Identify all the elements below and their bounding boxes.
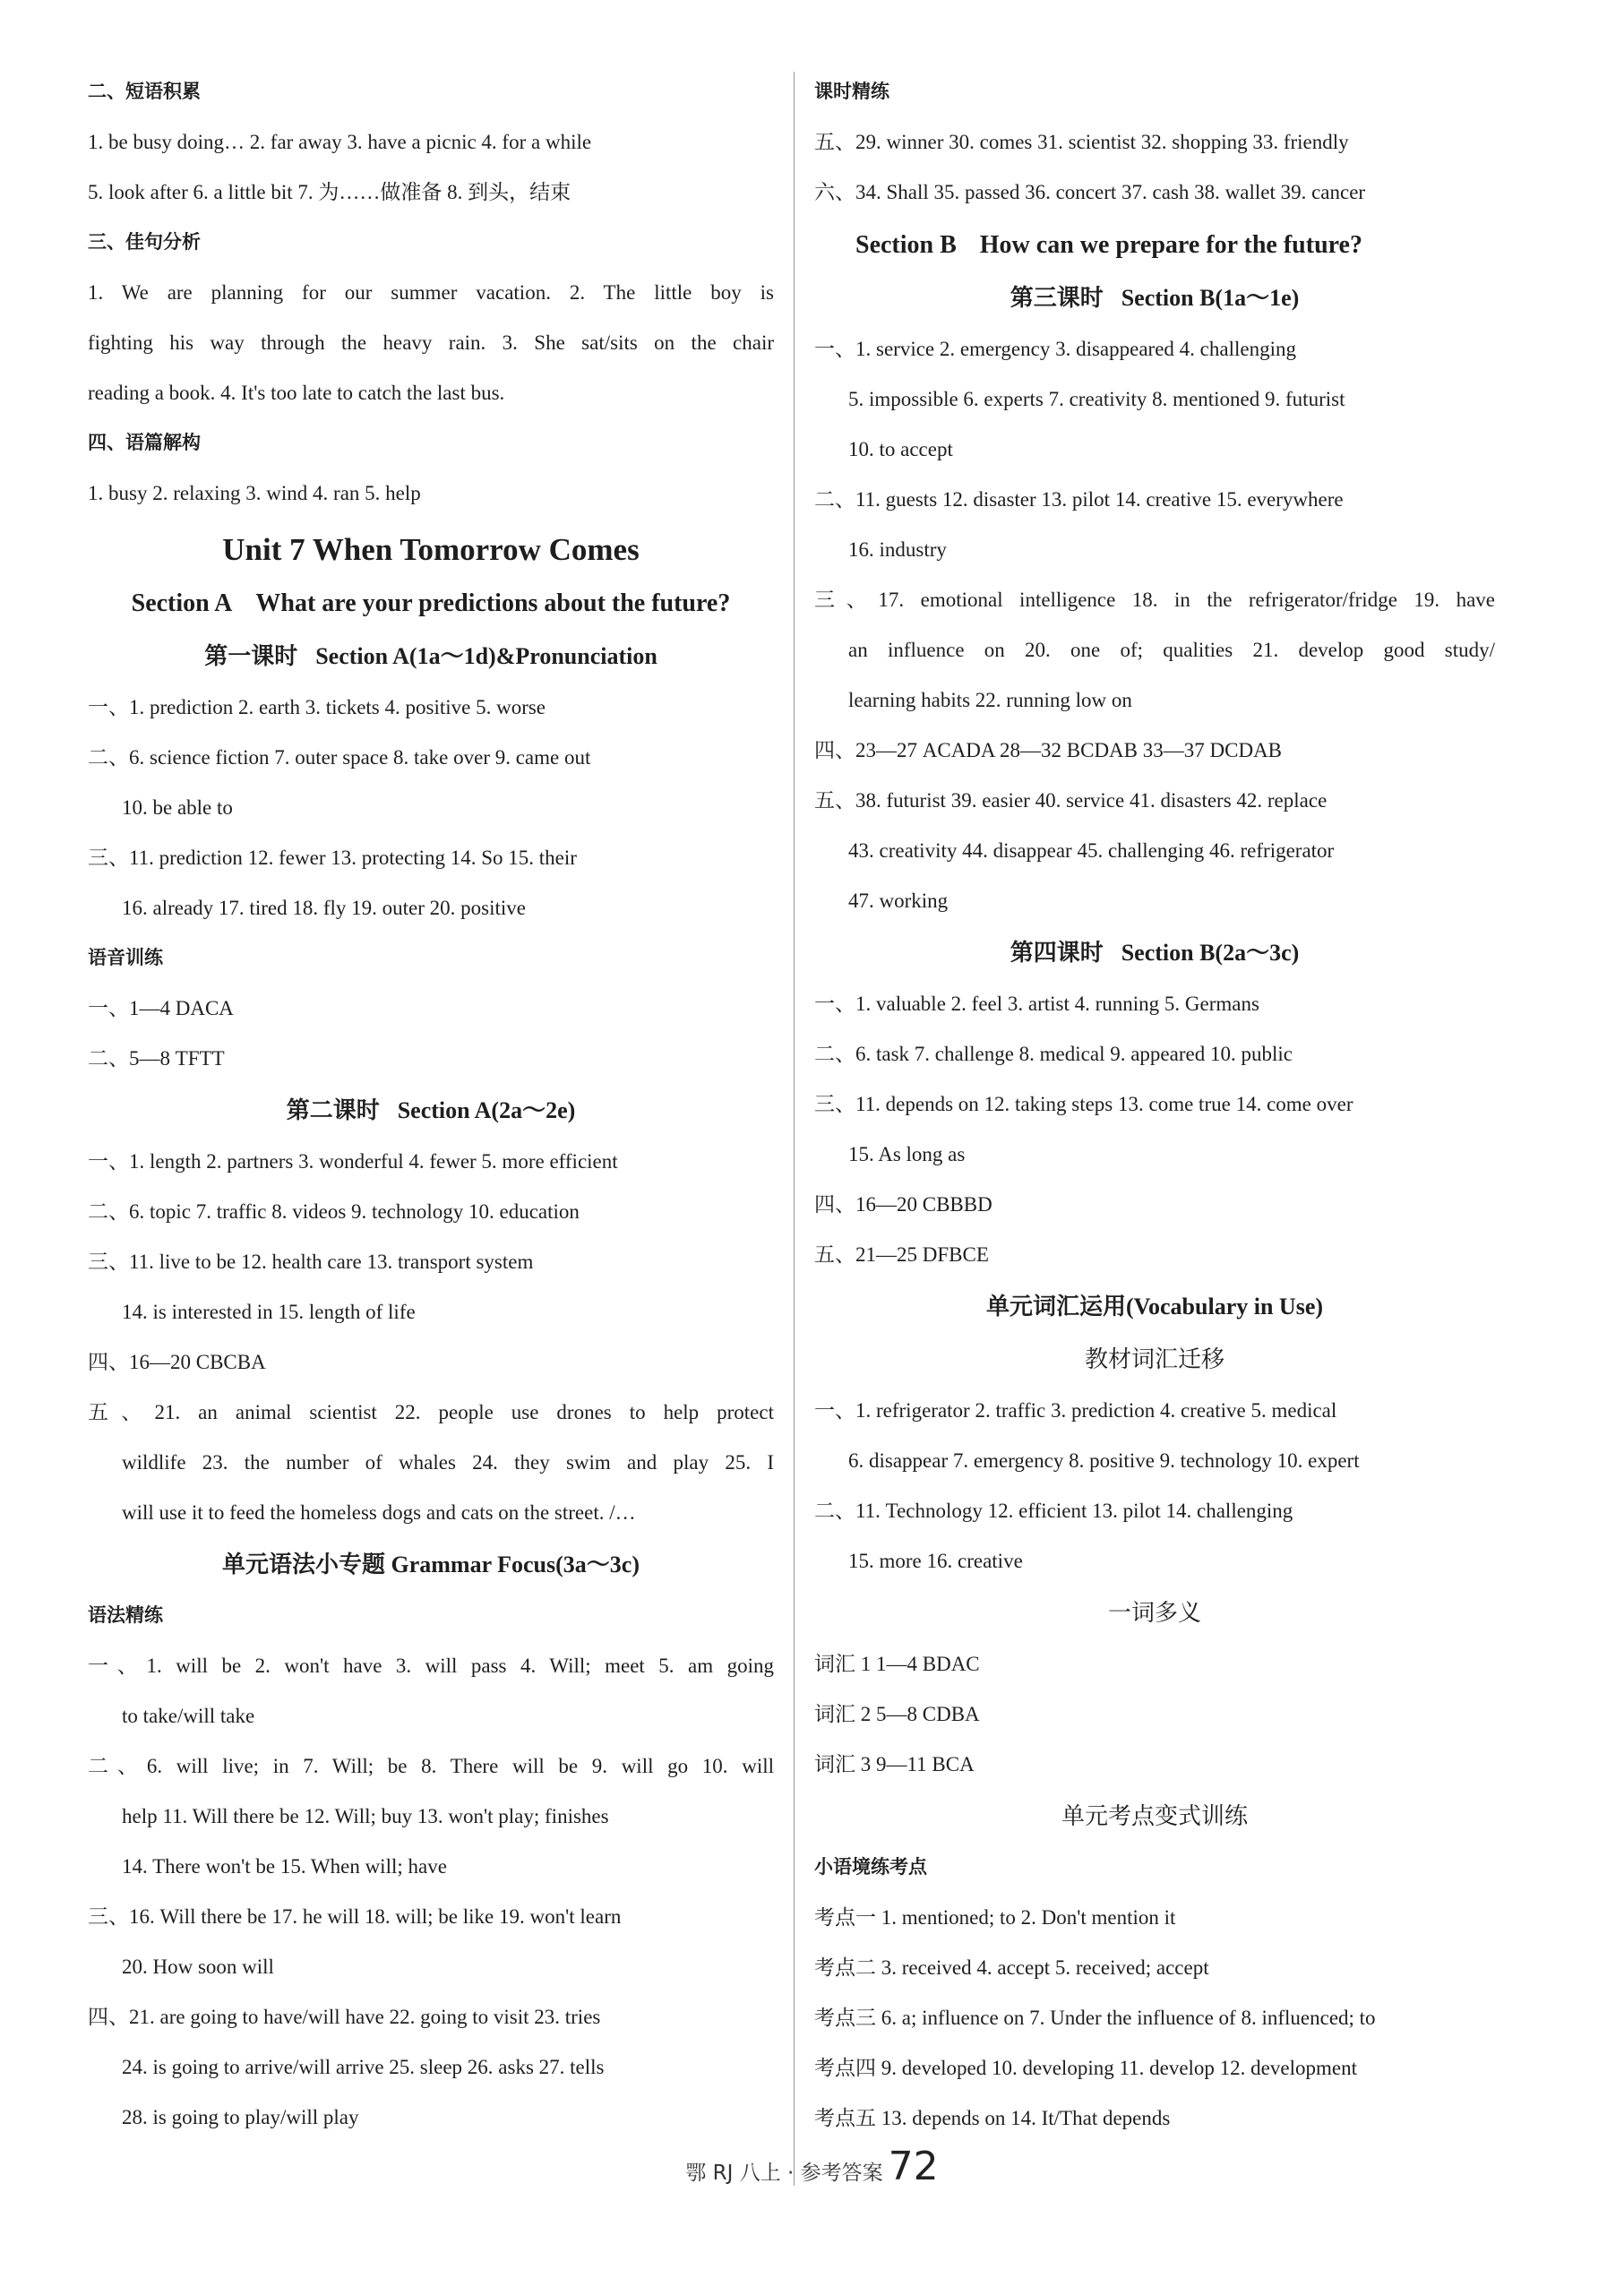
grammar-line: to take/will take xyxy=(122,1705,255,1727)
grammar-line: help 11. Will there be 12. Will; buy 13. won't play; finishes xyxy=(122,1805,609,1827)
lesson-3-line: 三、17. emotional intelligence 18. in the refrigerator/fridge 19. have xyxy=(814,589,1495,611)
test-point-line: 考点四 9. developed 10. developing 11. develop 12. development xyxy=(814,2057,1357,2079)
pronunciation-label: 语音训练 xyxy=(88,947,163,968)
page-number: 72 xyxy=(888,2144,939,2189)
lesson-3-line: 五、38. futurist 39. easier 40. service 41. disasters 42. replace xyxy=(814,789,1328,812)
grammar-line: 四、21. are going to have/will have 22. going to visit 23. tries xyxy=(88,2006,601,2028)
vocabulary-line: 一、1. refrigerator 2. traffic 3. prediction 4. creative 5. medical xyxy=(814,1399,1337,1422)
vocabulary-subheading: 教材词汇迁移 xyxy=(1084,1346,1224,1372)
lesson-4-line: 四、16—20 CBBBD xyxy=(814,1193,992,1216)
lesson-3-line: learning habits 22. running low on xyxy=(848,689,1132,711)
section-b-heading xyxy=(814,231,1495,260)
grammar-practice-label: 语法精练 xyxy=(88,1604,163,1626)
lesson-2-heading xyxy=(88,1097,774,1124)
lesson-1-cn: 第一课时 xyxy=(204,643,298,669)
grammar-line: 28. is going to play/will play xyxy=(122,2106,359,2128)
lesson-4-line: 15. As long as xyxy=(848,1143,966,1165)
sentence-line-3: reading a book. 4. It's too late to catch the last bus. xyxy=(88,382,505,404)
grammar-line: 14. There won't be 15. When will; have xyxy=(122,1855,447,1878)
polysemy-line: 词汇 3 9—11 BCA xyxy=(814,1753,975,1775)
lesson-4-cn: 第四课时 xyxy=(1010,940,1104,966)
polysemy-line: 词汇 1 1—4 BDAC xyxy=(814,1653,980,1675)
section-a-title: What are your predictions about the future? xyxy=(255,589,731,617)
polysemy-line: 词汇 2 5—8 CDBA xyxy=(814,1703,980,1725)
test-point-line: 考点三 6. a; influence on 7. Under the influence of 8. influenced; to xyxy=(814,2007,1376,2029)
section-b-title: How can we prepare for the future? xyxy=(979,231,1362,259)
lesson-3-line: 一、1. service 2. emergency 3. disappeared 4. challenging xyxy=(814,338,1296,360)
grammar-line: 24. is going to arrive/will arrive 25. sleep 26. asks 27. tells xyxy=(122,2056,605,2078)
section-b-name: Section B xyxy=(855,231,957,259)
sentence-line-2: fighting his way through the heavy rain. 3. She sat/sits on the chair xyxy=(88,331,774,354)
pronunciation-line: 二、5—8 TFTT xyxy=(88,1047,225,1070)
lesson-2-line: wildlife 23. the number of whales 24. they swim and play 25. I xyxy=(122,1451,774,1474)
lesson-4-en: Section B(2a～3c) xyxy=(1121,940,1300,966)
lesson-1-line: 一、1. prediction 2. earth 3. tickets 4. positive 5. worse xyxy=(88,696,546,718)
lesson-2-cn: 第二课时 xyxy=(286,1097,380,1123)
lesson-1-line: 三、11. prediction 12. fewer 13. protecting 14. So 15. their xyxy=(88,847,577,869)
lesson-2-line: 二、6. topic 7. traffic 8. videos 9. technology 10. education xyxy=(88,1200,580,1223)
lesson-2-line: 三、11. live to be 12. health care 13. transport system xyxy=(88,1251,534,1273)
lesson-3-line: 43. creativity 44. disappear 45. challenging 46. refrigerator xyxy=(848,839,1335,862)
lesson-3-line: an influence on 20. one of; qualities 21. develop good study/ xyxy=(848,639,1495,661)
test-point-line: 考点五 13. depends on 14. It/That depends xyxy=(814,2107,1171,2129)
lesson-4-heading xyxy=(814,940,1495,967)
lesson-4-line: 五、21—25 DFBCE xyxy=(814,1243,989,1266)
discourse-line-1: 1. busy 2. relaxing 3. wind 4. ran 5. help xyxy=(88,482,421,504)
polysemy-heading: 一词多义 xyxy=(1107,1600,1201,1626)
grammar-line: 20. How soon will xyxy=(122,1956,274,1978)
lesson-2-line: 一、1. length 2. partners 3. wonderful 4. fewer 5. more efficient xyxy=(88,1150,618,1173)
lesson-1-en: Section A(1a～1d)&Pronunciation xyxy=(315,643,657,669)
lesson-3-line: 5. impossible 6. experts 7. creativity 8. mentioned 9. futurist xyxy=(848,388,1345,410)
test-point-heading: 单元考点变式训练 xyxy=(1061,1803,1248,1829)
unit-title: Unit 7 When Tomorrow Comes xyxy=(222,532,640,567)
lesson-1-line: 二、6. science fiction 7. outer space 8. take over 9. came out xyxy=(88,746,591,769)
grammar-heading: 单元语法小专题 Grammar Focus(3a～3c) xyxy=(221,1552,640,1577)
lesson-2-en: Section A(2a～2e) xyxy=(397,1097,576,1123)
vocabulary-heading: 单元词汇运用(Vocabulary in Use) xyxy=(985,1294,1324,1320)
context-practice-label: 小语境练考点 xyxy=(814,1856,927,1878)
lesson-3-line: 10. to accept xyxy=(848,438,953,460)
lesson-3-heading xyxy=(814,285,1495,312)
lesson-2-line: 五、21. an animal scientist 22. people use drones to help protect xyxy=(88,1401,774,1423)
vocabulary-line: 6. disappear 7. emergency 8. positive 9. technology 10. expert xyxy=(848,1449,1360,1472)
page-footer xyxy=(0,2144,1624,2189)
phrase-line-1: 1. be busy doing… 2. far away 3. have a picnic 4. for a while xyxy=(88,131,592,153)
sentence-section-label: 三、佳句分析 xyxy=(88,231,201,253)
lesson-1-heading xyxy=(88,643,774,670)
grammar-line: 二、6. will live; in 7. Will; be 8. There will be 9. will go 10. will xyxy=(88,1755,774,1777)
lesson-2-line: 14. is interested in 15. length of life xyxy=(122,1301,416,1323)
lesson-practice-line: 五、29. winner 30. comes 31. scientist 32. shopping 33. friendly xyxy=(814,131,1349,153)
lesson-1-line: 16. already 17. tired 18. fly 19. outer 20. positive xyxy=(122,897,526,919)
lesson-2-line: 四、16—20 CBCBA xyxy=(88,1351,266,1373)
vocabulary-line: 二、11. Technology 12. efficient 13. pilot 14. challenging xyxy=(814,1500,1293,1522)
footer-label: 鄂 RJ 八上 · 参考答案 xyxy=(685,2162,883,2185)
grammar-line: 一、1. will be 2. won't have 3. will pass 4. Will; meet 5. am going xyxy=(88,1655,774,1677)
section-a-name: Section A xyxy=(131,589,233,617)
section-a-heading xyxy=(88,589,774,618)
lesson-3-line: 16. industry xyxy=(848,538,947,561)
grammar-line: 三、16. Will there be 17. he will 18. will; be like 19. won't learn xyxy=(88,1905,622,1928)
vocabulary-line: 15. more 16. creative xyxy=(848,1550,1023,1572)
lesson-1-line: 10. be able to xyxy=(122,796,233,819)
right-column xyxy=(814,81,1495,2157)
discourse-section-label: 四、语篇解构 xyxy=(88,432,201,453)
phrase-line-2: 5. look after 6. a little bit 7. 为……做准备 8. 到头，结束 xyxy=(88,181,571,203)
phrase-section-label: 二、短语积累 xyxy=(88,81,201,102)
lesson-3-line: 二、11. guests 12. disaster 13. pilot 14. creative 15. everywhere xyxy=(814,488,1344,511)
lesson-4-line: 一、1. valuable 2. feel 3. artist 4. running 5. Germans xyxy=(814,993,1259,1015)
lesson-4-line: 二、6. task 7. challenge 8. medical 9. appeared 10. public xyxy=(814,1043,1293,1065)
test-point-line: 考点一 1. mentioned; to 2. Don't mention it xyxy=(814,1906,1176,1929)
test-point-line: 考点二 3. received 4. accept 5. received; accept xyxy=(814,1956,1209,1979)
lesson-practice-label: 课时精练 xyxy=(814,81,889,102)
sentence-line-1: 1. We are planning for our summer vacation. 2. The little boy is xyxy=(88,281,774,304)
lesson-3-line: 47. working xyxy=(848,890,949,912)
lesson-4-line: 三、11. depends on 12. taking steps 13. come true 14. come over xyxy=(814,1093,1353,1115)
lesson-3-en: Section B(1a～1e) xyxy=(1121,285,1300,311)
lesson-3-line: 四、23—27 ACADA 28—32 BCDAB 33—37 DCDAB xyxy=(814,739,1283,761)
lesson-practice-line: 六、34. Shall 35. passed 36. concert 37. cash 38. wallet 39. cancer xyxy=(814,181,1366,203)
lesson-2-line: will use it to feed the homeless dogs and cats on the street. /… xyxy=(122,1501,636,1524)
column-divider xyxy=(794,72,795,2186)
left-column xyxy=(88,81,774,2156)
pronunciation-line: 一、1—4 DACA xyxy=(88,997,234,1019)
lesson-3-cn: 第三课时 xyxy=(1010,285,1104,311)
